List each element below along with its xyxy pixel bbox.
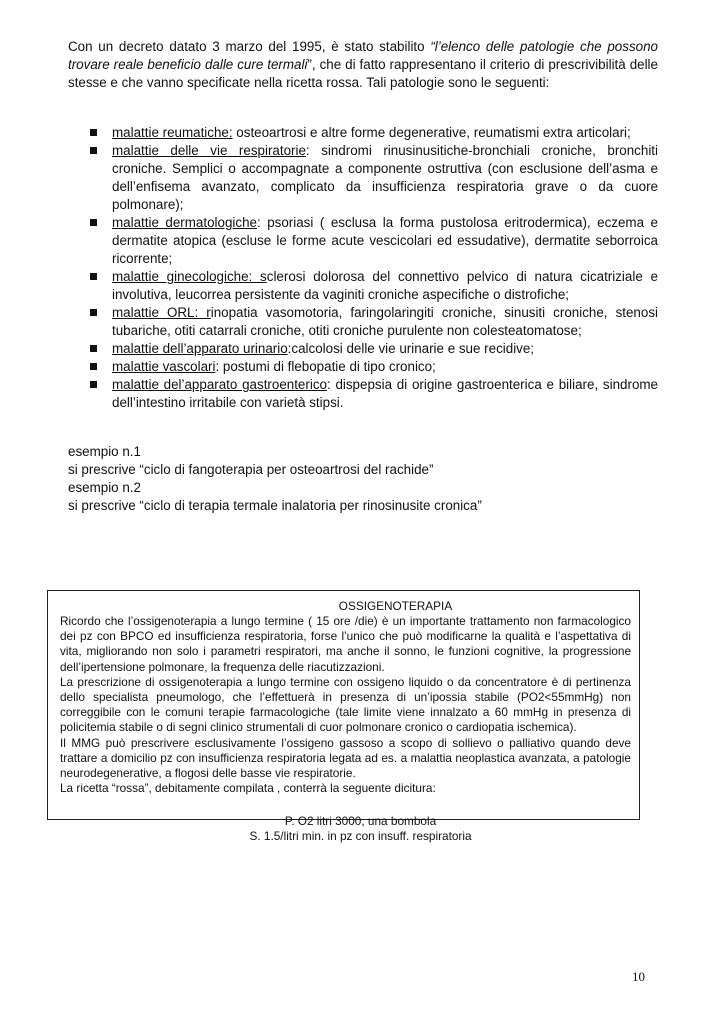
square-bullet-icon: [90, 219, 97, 226]
examples-section: [68, 443, 658, 515]
list-item: [88, 340, 658, 358]
box-paragraph: La prescrizione di ossigenoterapia a lungo termine con ossigeno liquido o da concentratore è di pertinenza dello specialista pneumologo, che l’effettuerà in presenza di un’ipossia stabile (PO2<55mmHg) non correggibile con le comuni terapie farmacologiche (tale limite viene innalzato a 60 mmHg in presenza di policitemia stabile o di segni clinico strumentali di cuor polmonare cronico o cardiopatia ischemica).: [60, 674, 631, 735]
example-label: esempio n.2: [68, 480, 141, 495]
intro-text-continued: ”, che di fatto rappresentano il criterio di prescrivibilità delle stesse e che vanno specificate nella ricetta rossa. Tali patologie sono le seguenti:: [68, 57, 658, 90]
prescription-line-1: P. O2 litri 3000, una bombola: [284, 814, 437, 829]
square-bullet-icon: [90, 345, 97, 352]
pathology-term: malattie dell’apparato urinario: [112, 341, 288, 356]
list-item: [88, 268, 658, 304]
pathology-text: : postumi di flebopatie di tipo cronico;: [215, 359, 436, 374]
square-bullet-icon: [90, 363, 97, 370]
pathology-text: osteoartrosi e altre forme degenerative, reumatismi extra articolari;: [232, 125, 631, 140]
square-bullet-icon: [90, 381, 97, 388]
pathology-term: malattie ginecologiche: s: [112, 269, 267, 284]
pathology-term: malattie del’apparato gastroenterico: [112, 377, 327, 392]
intro-text: Con un decreto datato 3 marzo del 1995, è stato stabilito: [68, 39, 425, 54]
list-item: [88, 124, 658, 142]
pathology-text: clerosi dolorosa del connettivo pelvico di natura cicatriziale e involutiva, leucorrea persistente da vaginiti croniche aspecifiche o distrofiche;: [112, 269, 659, 302]
pathology-term: malattie vascolari: [112, 359, 216, 374]
list-item: [88, 376, 658, 412]
box-title: OSSIGENOTERAPIA: [338, 599, 453, 613]
pathology-term: malattie ORL: r: [112, 305, 211, 320]
pathology-text: : dispepsia di origine gastroenterica e biliare, sindrome dell’intestino irritabile con varietà stipsi.: [112, 377, 658, 410]
box-paragraph: Il MMG può prescrivere esclusivamente l’ossigeno gassoso a scopo di sollievo o palliativo quando deve trattare a domicilio pz con insufficienza respiratoria legata ad es. a malattia neoplastica avanzata, a patologie neurodegenerative, a flogosi delle basse vie respiratorie.: [60, 735, 631, 781]
pathology-text: inopatia vasomotoria, faringolaringiti croniche, sinusiti croniche, stenosi tubariche, otiti catarrali croniche, otiti croniche purulente non colesteatomatose;: [112, 305, 658, 338]
list-item: [88, 142, 658, 214]
example-text: si prescrive “ciclo di fangoterapia per osteoartrosi del rachide”: [68, 462, 434, 477]
oxygen-therapy-box: [47, 590, 640, 844]
intro-quote: “l’elenco delle patologie che possono trovare reale beneficio dalle cure termali: [68, 39, 658, 72]
prescription-line-2: S. 1.5/litri min. in pz con insuff. respiratoria: [249, 829, 472, 844]
example-text: si prescrive “ciclo di terapia termale inalatoria per rinosinusite cronica”: [68, 498, 482, 513]
pathology-term: malattie reumatiche:: [112, 125, 233, 140]
page-number: 10: [632, 969, 645, 984]
box-paragraph: La ricetta “rossa”, debitamente compilata , conterrà la seguente dicitura:: [60, 781, 436, 796]
box-paragraph: Ricordo che l’ossigenoterapia a lungo termine ( 15 ore /die) è un importante trattamento non farmacologico dei pz con BPCO ed insufficienza respiratoria, forse l’unico che può modificarne la qualità e l’aspettativa di vita, migliorando non solo i parametri respiratori, ma anche il sonno, le funzioni cognitive, la progressione dell’ipertensione polmonare, la frequenza delle riacutizzazioni.: [60, 614, 631, 674]
list-item: [88, 358, 658, 376]
pathology-list: [88, 124, 658, 412]
list-item: [88, 214, 658, 268]
square-bullet-icon: [90, 147, 97, 154]
pathology-text: : sindromi rinusinusitiche-bronchiali croniche, bronchiti croniche. Semplici o accompagnate a componente ostruttiva (con esclusione dell’asma e dell’enfisema avanzato, complicato da insufficienza respiratoria grave o da cuore polmonare);: [112, 143, 658, 212]
example-label: esempio n.1: [68, 444, 141, 459]
pathology-term: malattie delle vie respiratorie: [112, 143, 306, 158]
square-bullet-icon: [90, 129, 97, 136]
square-bullet-icon: [90, 309, 97, 316]
list-item: [88, 304, 658, 340]
intro-paragraph: [68, 38, 658, 92]
pathology-text: :calcolosi delle vie urinarie e sue recidive;: [287, 341, 535, 356]
pathology-term: malattie dermatologiche: [112, 215, 257, 230]
pathology-text: : psoriasi ( esclusa la forma pustolosa eritrodermica), eczema e dermatite atopica (escluse le forme acute vescicolari ed essudative), dermatite seborroica ricorrente;: [112, 215, 658, 266]
square-bullet-icon: [90, 273, 97, 280]
